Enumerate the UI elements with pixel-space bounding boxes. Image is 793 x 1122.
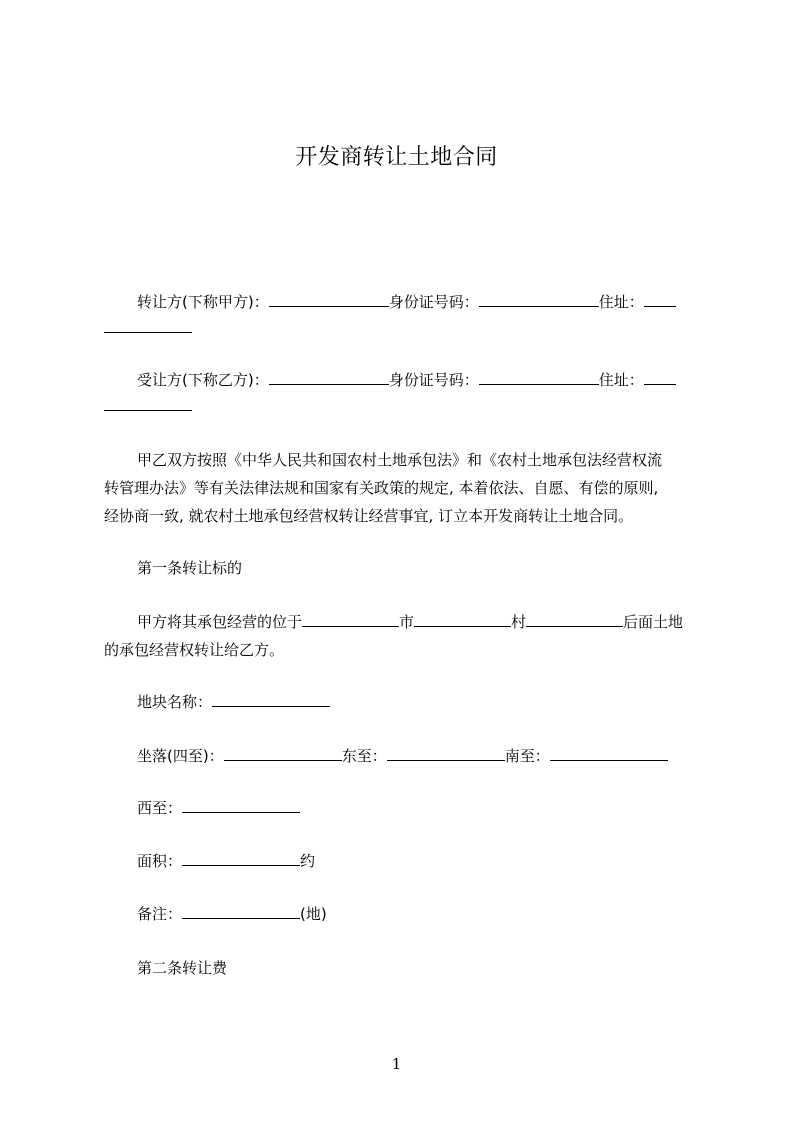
location-line [137, 746, 668, 766]
west-label: 西至： [137, 799, 183, 817]
preamble-line-2: 转管理办法》等有关法律法规和国家有关政策的规定, 本着依法、自愿、有偿的原则, [104, 479, 659, 497]
article1-text-line-2: 的承包经营权转让给乙方。 [104, 641, 285, 659]
remark-line [137, 904, 327, 924]
parcel-name-label: 地块名称： [137, 693, 213, 711]
city-blank [414, 612, 511, 627]
east-label: 东至： [341, 747, 387, 765]
transferor-address-continuation [104, 318, 192, 338]
south-label: 南至： [504, 747, 550, 765]
transferor-name-blank [269, 292, 389, 307]
article1-text-b: 后面土地 [623, 613, 684, 631]
transferor-id-blank [479, 292, 599, 307]
transferee-address-blank [644, 370, 676, 385]
location-four-blank [224, 746, 342, 761]
article2-heading: 第二条转让费 [137, 959, 228, 977]
area-unit: 约 [300, 852, 316, 870]
article1-village: 村 [511, 613, 527, 631]
remark-label: 备注： [137, 905, 183, 923]
transferee-name-blank [269, 370, 389, 385]
transferee-address-blank-2 [104, 396, 192, 411]
document-title: 开发商转让土地合同 [295, 145, 498, 170]
article1-city: 市 [399, 613, 415, 631]
transferee-label: 受让方(下称乙方)： [137, 371, 269, 389]
preamble-line-3: 经协商一致, 就农村土地承包经营权转让经营事宜, 订立本开发商转让土地合同。 [104, 507, 634, 525]
south-blank [550, 746, 668, 761]
article1-text-a: 甲方将其承包经营的位于 [137, 613, 303, 631]
transferee-address-continuation [104, 396, 192, 416]
west-line [137, 798, 300, 818]
transferor-address-blank-2 [104, 318, 192, 333]
location-label: 坐落(四至)： [137, 747, 224, 765]
parcel-name-line [137, 692, 330, 712]
transferor-line [137, 292, 676, 312]
parcel-name-blank [212, 692, 330, 707]
area-blank [182, 851, 300, 866]
transferor-address-label: 住址： [598, 293, 644, 311]
transferee-address-label: 住址： [598, 371, 644, 389]
remark-suffix: (地) [300, 905, 327, 923]
transferor-id-label: 身份证号码： [388, 293, 479, 311]
area-label: 面积： [137, 852, 183, 870]
transferor-label: 转让方(下称甲方)： [137, 293, 269, 311]
location-blank [302, 612, 399, 627]
page-number: 1 [391, 1055, 402, 1073]
east-blank [387, 746, 505, 761]
transferee-line [137, 370, 676, 390]
transferee-id-blank [479, 370, 599, 385]
transferee-id-label: 身份证号码： [388, 371, 479, 389]
transferor-address-blank [644, 292, 676, 307]
article1-text-line-1 [137, 612, 683, 632]
village-blank [526, 612, 623, 627]
preamble-line-1: 甲乙双方按照《中华人民共和国农村土地承包法》和《农村土地承包法经营权流 [137, 451, 663, 469]
west-blank [182, 798, 300, 813]
area-line [137, 851, 315, 871]
article1-heading: 第一条转让标的 [137, 559, 243, 577]
remark-blank [182, 904, 300, 919]
